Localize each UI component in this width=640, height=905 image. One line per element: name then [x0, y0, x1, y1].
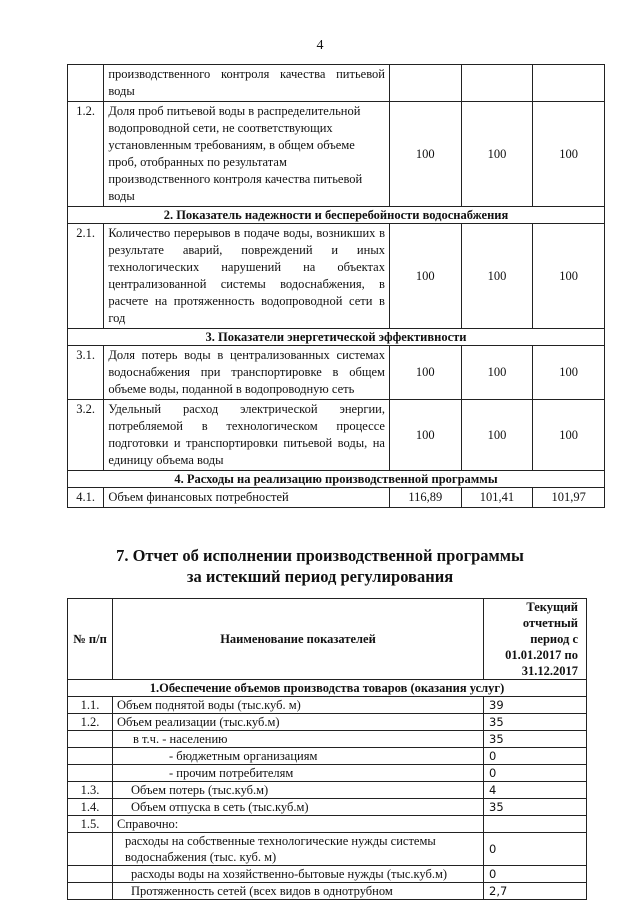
indicator-name: Количество перерывов в подаче воды, возникших в результате аварий, повреждений и иных технологических нарушений на объектах централизованной системы водоснабжения, в расчете на протяженность водопроводной сети в год [104, 224, 390, 329]
indicator-name: Объем отпуска в сеть (тыс.куб.м) [113, 799, 484, 816]
value-cell: 100 [389, 400, 461, 471]
value-cell: 0 [484, 833, 587, 866]
value-cell: 100 [533, 102, 605, 207]
indicator-name: Объем потерь (тыс.куб.м) [113, 782, 484, 799]
value-cell: 39 [484, 697, 587, 714]
indicator-name: в т.ч. - населению [113, 731, 484, 748]
section-header-row [68, 329, 605, 346]
col-header-num: № п/п [68, 599, 113, 680]
value-cell: 0 [484, 866, 587, 883]
value-cell: 0 [484, 748, 587, 765]
indicator-name: - прочим потребителям [113, 765, 484, 782]
value-cell: 100 [461, 346, 533, 400]
row-number: 1.2. [68, 102, 104, 207]
value-cell: 2,7 [484, 883, 587, 900]
table-row [68, 488, 605, 508]
row-number [68, 883, 113, 900]
value-cell: 35 [484, 731, 587, 748]
table-row [68, 816, 587, 833]
indicators-table [67, 64, 605, 508]
table-row [68, 883, 587, 900]
row-number [68, 833, 113, 866]
value-cell: 100 [389, 346, 461, 400]
table-row [68, 102, 605, 207]
value-cell: 100 [389, 102, 461, 207]
table-row [68, 346, 605, 400]
row-number: 3.2. [68, 400, 104, 471]
row-number: 1.4. [68, 799, 113, 816]
table-row [68, 400, 605, 471]
table-row [68, 782, 587, 799]
indicator-name: - бюджетным организациям [113, 748, 484, 765]
table-row [68, 799, 587, 816]
value-cell: 116,89 [389, 488, 461, 508]
indicator-name: производственного контроля качества питьевой воды [104, 65, 390, 102]
value-cell: 100 [533, 400, 605, 471]
col-header-period: Текущий отчетный период с 01.01.2017 по 31.12.2017 [484, 599, 587, 680]
value-cell: 101,41 [461, 488, 533, 508]
value-cell: 35 [484, 714, 587, 731]
header-row [68, 599, 587, 680]
row-number [68, 748, 113, 765]
value-cell: 35 [484, 799, 587, 816]
value-cell: 100 [389, 224, 461, 329]
table-row [68, 65, 605, 102]
value-cell: 100 [461, 224, 533, 329]
table-row [68, 224, 605, 329]
report-table [67, 598, 587, 900]
value-cell [533, 65, 605, 102]
row-number [68, 866, 113, 883]
indicator-name: Справочно: [113, 816, 484, 833]
section-title-line1: 7. Отчет об исполнении производственной программы [116, 546, 524, 565]
page-number: 4 [316, 38, 324, 53]
indicator-name: Доля проб питьевой воды в распределительной водопроводной сети, не соответствующих установленным требованиям, в общем объеме проб, отобранных по результатам производственного контроля качества питьевой воды [104, 102, 390, 207]
row-number: 1.2. [68, 714, 113, 731]
value-cell: 100 [461, 400, 533, 471]
value-cell: 4 [484, 782, 587, 799]
table-row [68, 714, 587, 731]
row-number: 4.1. [68, 488, 104, 508]
table-row [68, 765, 587, 782]
row-number: 2.1. [68, 224, 104, 329]
section-title: 1.Обеспечение объемов производства товаров (оказания услуг) [68, 680, 587, 697]
table-row [68, 748, 587, 765]
row-number [68, 65, 104, 102]
indicator-name: расходы на собственные технологические нужды системы водоснабжения (тыс. куб. м) [113, 833, 484, 866]
section-title: 4. Расходы на реализацию производственной программы [68, 471, 605, 488]
row-number [68, 731, 113, 748]
row-number: 1.1. [68, 697, 113, 714]
value-cell [461, 65, 533, 102]
indicator-name: расходы воды на хозяйственно-бытовые нужды (тыс.куб.м) [113, 866, 484, 883]
row-number: 1.5. [68, 816, 113, 833]
value-cell [484, 816, 587, 833]
value-cell [389, 65, 461, 102]
table-row [68, 833, 587, 866]
value-cell: 100 [533, 224, 605, 329]
row-number: 3.1. [68, 346, 104, 400]
indicator-name: Объем финансовых потребностей [104, 488, 390, 508]
section-header-row [68, 680, 587, 697]
table-row [68, 697, 587, 714]
section-title: 2. Показатель надежности и бесперебойности водоснабжения [68, 207, 605, 224]
table-row [68, 866, 587, 883]
col-header-name: Наименование показателей [113, 599, 484, 680]
section-title: 3. Показатели энергетической эффективности [68, 329, 605, 346]
indicator-name: Объем поднятой воды (тыс.куб. м) [113, 697, 484, 714]
indicator-name: Удельный расход электрической энергии, потребляемой в технологическом процессе подготовки и транспортировки питьевой воды, на единицу объема воды [104, 400, 390, 471]
value-cell: 100 [461, 102, 533, 207]
table-row [68, 731, 587, 748]
indicator-name: Объем реализации (тыс.куб.м) [113, 714, 484, 731]
row-number [68, 765, 113, 782]
indicator-name: Протяженность сетей (всех видов в однотрубном [113, 883, 484, 900]
row-number: 1.3. [68, 782, 113, 799]
value-cell: 0 [484, 765, 587, 782]
section-header-row [68, 207, 605, 224]
value-cell: 101,97 [533, 488, 605, 508]
indicator-name: Доля потерь воды в централизованных системах водоснабжения при транспортировке в общем объеме воды, поданной в водопроводную сеть [104, 346, 390, 400]
section-title-line2: за истекший период регулирования [186, 567, 454, 586]
value-cell: 100 [533, 346, 605, 400]
section-header-row [68, 471, 605, 488]
